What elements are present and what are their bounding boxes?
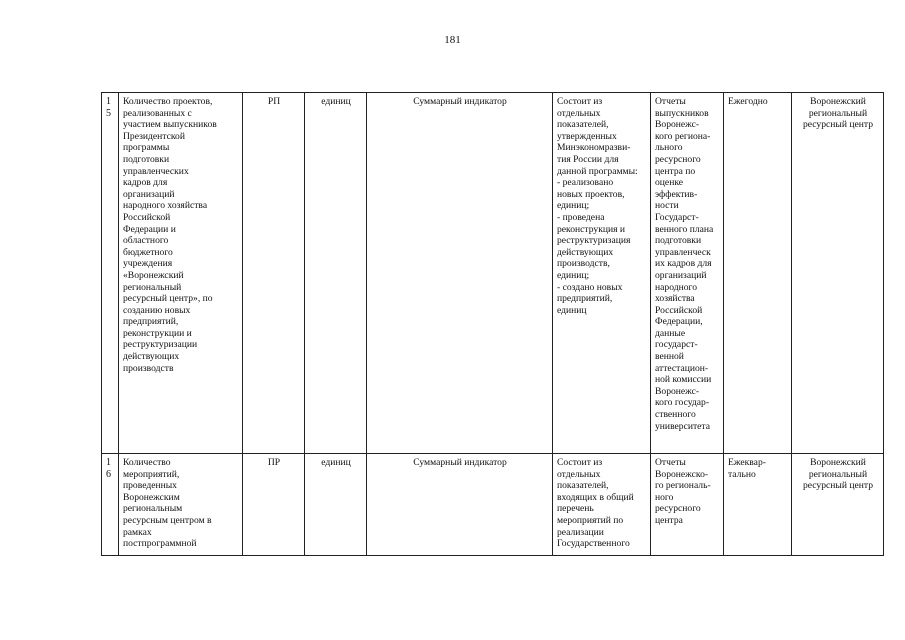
text-line: хозяйства (655, 293, 695, 305)
text-line: региональным (123, 503, 183, 515)
text-line: проведенных (123, 480, 177, 492)
text-line: Федерации и (123, 223, 176, 235)
text-line: перечень (557, 503, 594, 515)
text-line: данные (655, 327, 686, 339)
text-line: реконструкции и (123, 327, 192, 339)
text-line: - проведена (557, 211, 605, 223)
text-line: региональный (808, 107, 868, 119)
text-line: ного (655, 491, 674, 503)
text-line: Воронежс- (655, 385, 700, 397)
text-line: действующих (557, 246, 614, 258)
text-line: Воронежс- (655, 119, 700, 131)
indicator-name (119, 454, 243, 556)
text-line: Минэкономразви- (557, 142, 631, 154)
text-line: кого региона- (655, 130, 711, 142)
text-line: ресурсного (655, 153, 701, 165)
text-line: единиц (557, 304, 587, 316)
text-line: Российской (655, 304, 703, 316)
text-line: Федерации, (655, 316, 703, 328)
text-line: единиц; (557, 200, 590, 212)
text-line: Количество (123, 457, 171, 468)
text-line: реализованных с (123, 107, 192, 119)
text-line: производств (123, 362, 174, 374)
text-line: подготовки (655, 235, 702, 247)
text-line: льного (655, 142, 683, 154)
text-line: мероприятий по (557, 514, 624, 526)
text-line: ной комиссии (655, 374, 712, 386)
text-line: предприятий, (123, 316, 179, 328)
text-line: новых проектов, (557, 188, 625, 200)
text-line: ности (655, 200, 679, 212)
text-line: утвержденных (557, 130, 617, 142)
text-line: их кадров для (655, 258, 712, 270)
text-line: действующих (123, 351, 180, 363)
text-line: ресурсный центр (802, 480, 874, 492)
text-line: мероприятий, (123, 468, 180, 480)
text-line: Воронежско- (655, 468, 709, 480)
data-source (651, 454, 724, 556)
text-line: Ежеквар- (728, 457, 766, 468)
text-line: созданию новых (123, 304, 191, 316)
text-line: Количество проектов, (123, 96, 213, 107)
text-line: входящих в общий (557, 491, 634, 503)
text-line: единиц; (557, 269, 590, 281)
text-line: - реализовано (557, 177, 614, 189)
text-line: народного (655, 281, 698, 293)
text-line: «Воронежский (123, 269, 184, 281)
text-line: Состоит из (557, 96, 603, 107)
text-line: Воронежский (810, 457, 866, 468)
text-line: ресурсный центр (802, 119, 874, 131)
text-line: выпускников (655, 107, 709, 119)
text-line: Российской (123, 211, 171, 223)
table-row (102, 93, 884, 454)
responsible-party (792, 454, 884, 556)
text-line: отдельных (557, 107, 601, 119)
text-line: венного плана (655, 223, 714, 235)
text-line: данной программы: (557, 165, 638, 177)
text-line: реструктуризация (557, 235, 631, 247)
text-line: постпрограммной (123, 538, 197, 550)
text-line: кого государ- (655, 397, 710, 409)
table-row (102, 454, 884, 556)
text-line: университета (655, 420, 711, 432)
text-line: центра по (655, 165, 696, 177)
text-line: народного хозяйства (123, 200, 208, 212)
text-line: бюджетного (123, 246, 173, 258)
text-line: областного (123, 235, 169, 247)
text-line: участием выпускников (123, 119, 217, 131)
indicator-type: ПР (243, 454, 305, 556)
indicator-type: РП (243, 93, 305, 454)
frequency (724, 93, 792, 454)
text-line: государст- (655, 339, 698, 351)
text-line: учреждения (123, 258, 173, 270)
text-line: ресурсным центром в (123, 514, 212, 526)
text-line: производств, (557, 258, 610, 270)
indicator-name (119, 93, 243, 454)
text-line: тально (728, 468, 756, 480)
text-line: го региональ- (655, 480, 711, 492)
text-line: тия России для (557, 153, 619, 165)
text-line: ственного (655, 409, 696, 421)
text-line: Состоит из (557, 457, 603, 468)
text-line: - создано новых (557, 281, 623, 293)
text-line: региональный (123, 281, 182, 293)
text-line: рамках (123, 526, 152, 538)
row-number: 15 (102, 93, 119, 454)
text-line: подготовки (123, 153, 170, 165)
text-line: реконструкция и (557, 223, 626, 235)
indicator-unit: единиц (305, 93, 367, 454)
text-line: отдельных (557, 468, 601, 480)
text-line: центра (655, 514, 683, 526)
text-line: Воронежским (123, 491, 180, 503)
text-line: Государственного (557, 538, 630, 550)
indicator-composition (553, 454, 651, 556)
text-line: ресурсного (655, 503, 701, 515)
text-line: организаций (123, 188, 175, 200)
text-line: оценке (655, 177, 684, 189)
text-line: управленческ (655, 246, 711, 258)
text-line: программы (123, 142, 170, 154)
row-number: 16 (102, 454, 119, 556)
data-source (651, 93, 724, 454)
text-line: управленческих (123, 165, 189, 177)
text-line: Отчеты (655, 457, 686, 468)
indicator-table (101, 92, 884, 556)
text-line: организаций (655, 269, 707, 281)
frequency (724, 454, 792, 556)
responsible-party (792, 93, 884, 454)
text-line: кадров для (123, 177, 168, 189)
text-line: показателей, (557, 119, 609, 131)
text-line: Президентской (123, 130, 185, 142)
indicator-unit: единиц (305, 454, 367, 556)
text-line: Государст- (655, 211, 699, 223)
text-line: Ежегодно (728, 96, 768, 107)
calculation-method: Суммарный индикатор (367, 93, 553, 454)
text-line: ресурсный центр», по (123, 293, 213, 305)
page-number: 181 (444, 34, 461, 46)
text-line: реализации (557, 526, 604, 538)
text-line: региональный (808, 468, 868, 480)
calculation-method: Суммарный индикатор (367, 454, 553, 556)
text-line: аттестацион- (655, 362, 709, 374)
text-line: предприятий, (557, 293, 613, 305)
text-line: эффектив- (655, 188, 698, 200)
text-line: показателей, (557, 480, 609, 492)
text-line: реструктуризации (123, 339, 198, 351)
text-line: Воронежский (810, 96, 866, 107)
indicator-composition (553, 93, 651, 454)
text-line: венной (655, 351, 684, 363)
text-line: Отчеты (655, 96, 686, 107)
